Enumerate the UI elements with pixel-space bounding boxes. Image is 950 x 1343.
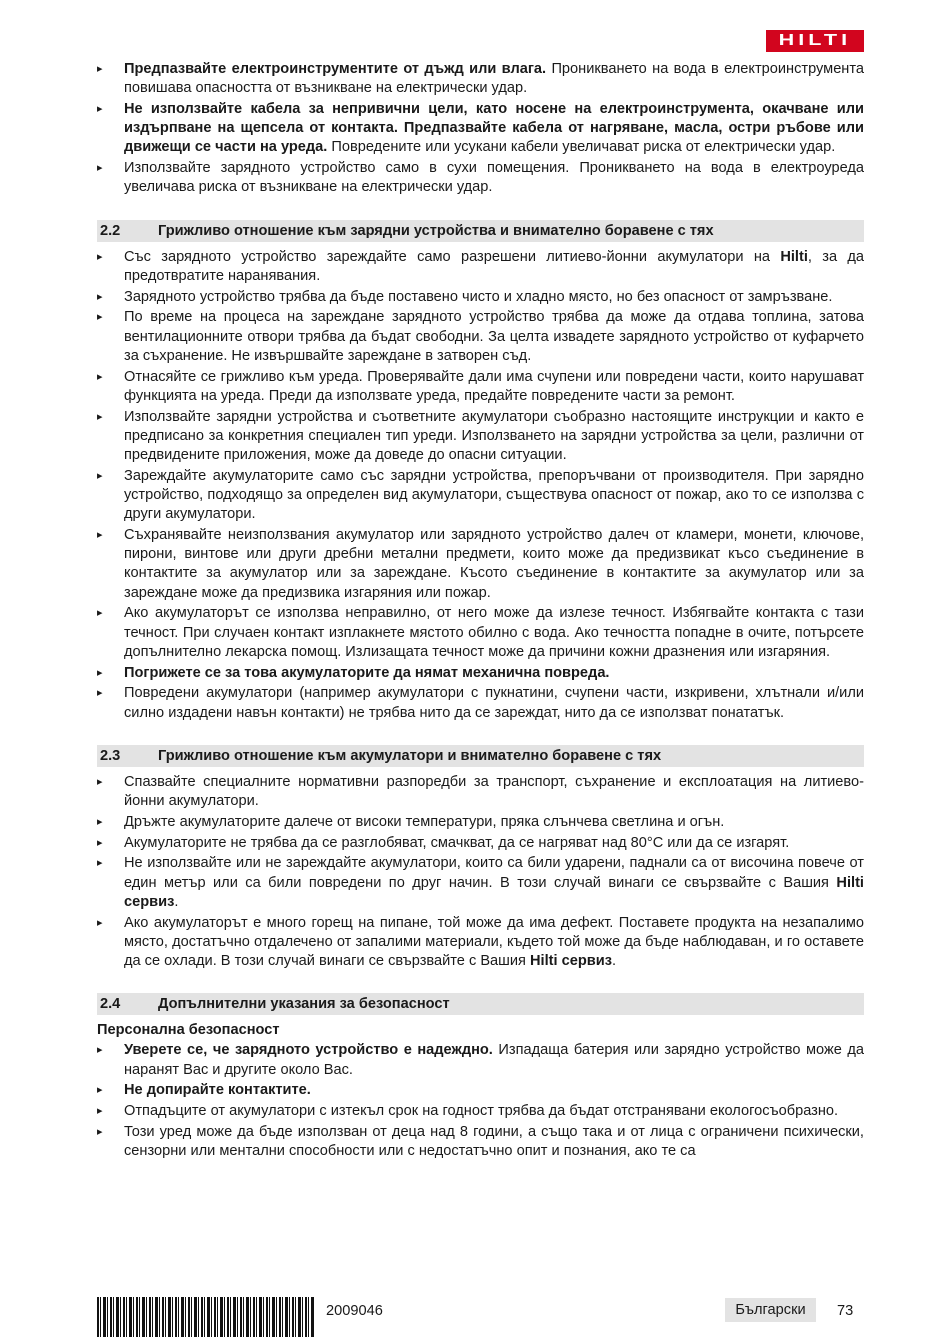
- section-number: 2.4: [100, 996, 121, 1013]
- text: Отпадъците от акумулатори с изтекъл срок на годност трябва да бъдат отстранявани екологосъобразно.: [124, 1103, 839, 1120]
- section-2-4-list: [97, 1041, 864, 1161]
- text: Зарядното устройство трябва да бъде поставено чисто и хладно място, но без опасност от замръзване.: [124, 288, 833, 305]
- bold-text: Hilti сервиз: [529, 953, 612, 970]
- list-item: [97, 1102, 864, 1121]
- list-item: [97, 1123, 864, 1161]
- text: Дръжте акумулаторите далече от високи температури, пряка слънчева светлина и огън.: [124, 813, 725, 830]
- bold-text: Не използвайте кабела за непривични цели, като носене на електроинструмента, окачване или издърпване на щепсела от контакта. Предпазвайте кабела от нагряване, масла, остри ръбове или движещи се части на уреда.: [124, 101, 864, 156]
- section-title: Грижливо отношение към зарядни устройства и внимателно боравене с тях: [158, 222, 714, 239]
- section-2-3-list: [97, 773, 864, 971]
- list-item: [97, 248, 864, 286]
- page-content: [97, 60, 864, 1163]
- hilti-logo: [766, 30, 864, 52]
- section-number: 2.3: [100, 747, 121, 764]
- subheading-personal-safety: Персонална безопасност: [97, 1022, 280, 1039]
- text: , за да предотвратите наранявания.: [124, 248, 864, 284]
- list-item: [97, 834, 864, 853]
- text: Ако акумулаторът е много горещ на пипане, той може да има дефект. Поставете продукта на незапалимо място, достатъчно отдалечено от запалими материали, където той може да бъде наблюдаван, и го оставете да се охлади. В този случай винаги се свързвайте с Вашия: [124, 914, 864, 970]
- list-item: [97, 288, 864, 307]
- text: Съхранявайте неизползвания акумулатор или зарядното устройство далеч от кламери, монети, ключове, пирони, винтове или други дребни метални предмети, които може да предизвикат късо съединение в контактите за акумулатор или за зареждане. Късото съединение в контактите за акумулатор или за зареждане може да предизвика изгаряния или пожар.: [124, 527, 864, 601]
- text: Използвайте зарядни устройства и съответните акумулатори съобразно настоящите инструкции и както е предписано за конкретния специален тип уреди. Използването на зарядни устройства за цели, различни от предвидените приложения, може да доведе до опасни ситуации.: [124, 408, 864, 464]
- list-item: [97, 684, 864, 722]
- text: Този уред може да бъде използван от деца над 8 години, а също така и от лица с ограничени психически, сензорни или ментални способности или с недостатъчно опит и познания, ако те са: [124, 1124, 864, 1160]
- list-item: [97, 664, 864, 683]
- list-item: [97, 526, 864, 603]
- list-item: [97, 813, 864, 832]
- bold-text: Hilti сервиз: [124, 874, 864, 910]
- text: По време на процеса на зареждане зарядното устройство трябва да може да отдава топлина, затова вентилационните отвори трябва да бъдат свободни. За целта извадете зарядното устройство от куфарчето за съхранение. Не извършвайте зареждане в затворен съд.: [124, 309, 864, 364]
- list-item: [97, 854, 864, 912]
- document-number: 2009046: [326, 1303, 383, 1319]
- text: Отнасяйте се грижливо към уреда. Проверявайте дали има счупени или повредени части, които нарушават функцията на уреда. Преди да използвате уреда, предайте повредените части за ремонт.: [124, 368, 864, 404]
- list-item: [97, 467, 864, 525]
- text: Зареждайте акумулаторите само със зарядни устройства, препоръчвани от производителя. При зарядно устройство, подходящо за определен вид акумулатори, съществува опасност от пожар, ако то се използва с други акумулатори.: [124, 467, 864, 523]
- text: Повредените или усукани кабели увеличават риска от електрически удар.: [327, 139, 836, 156]
- section-number: 2.2: [100, 222, 121, 239]
- text: Спазвайте специалните нормативни разпоредби за транспорт, съхранение и експлоатация на литиево-йонни акумулатори.: [124, 773, 864, 810]
- bold-text: Hilti: [780, 248, 808, 265]
- text: Повредени акумулатори (например акумулатори с пукнатини, счупени части, изкривени, хлътнали и/или силно издадени навън контакти) не трябва нито да се зареждат, нито да се използват понататък.: [124, 685, 864, 721]
- text: .: [174, 893, 179, 910]
- logo-text: HILTI: [778, 32, 852, 49]
- list-item: [97, 1041, 864, 1079]
- list-item: [97, 773, 864, 811]
- section-heading-2-4: [97, 993, 864, 1015]
- list-item: [97, 914, 864, 972]
- text: Проникването на вода в електроинструмента повишава опасността от възникване на електрически удар.: [124, 61, 865, 97]
- list-item: [97, 1081, 864, 1100]
- barcode: [97, 1297, 315, 1337]
- section-title: Допълнителни указания за безопасност: [158, 996, 450, 1013]
- text: Със зарядното устройство зареждайте само разрешени литиево-йонни акумулатори на: [124, 248, 781, 265]
- bold-text: Не допирайте контактите.: [124, 1082, 311, 1099]
- list-item: [97, 604, 864, 662]
- text: Изпадаща батерия или зарядно устройство може да наранят Вас и другите около Вас.: [124, 1042, 864, 1078]
- section-2-2-list: [97, 248, 864, 723]
- text: .: [611, 953, 617, 970]
- list-item: [97, 408, 864, 466]
- section-heading-2-3: [97, 745, 864, 767]
- bold-text: Предпазвайте електроинструментите от дъжд или влага.: [124, 61, 547, 77]
- list-item: [97, 308, 864, 366]
- text: Използвайте зарядното устройство само в сухи помещения. Проникването на вода в електроуреда увеличава риска от възникване на електрически удар.: [124, 160, 864, 196]
- list-item: [97, 100, 864, 158]
- section-title: Грижливо отношение към акумулатори и внимателно боравене с тях: [158, 747, 662, 764]
- list-item: [97, 368, 864, 406]
- list-item: [97, 159, 864, 197]
- text: Ако акумулаторът се използва неправилно, от него може да излезе течност. Избягвайте контакта с тази течност. При случаен контакт изплакнете мястото обилно с вода. Ако течността попадне в очите, потърсете допълнително лекарска помощ. Излизащата течност може да причини кожни дразнения или изгаряния.: [124, 605, 864, 660]
- section-heading-2-2: [97, 220, 864, 242]
- bold-text: Погрижете се за това акумулаторите да нямат механична повреда.: [124, 664, 610, 681]
- text: Не използвайте или не зареждайте акумулатори, които са били ударени, паднали са от височина повече от един метър или са били повредени по друг начин. В този случай винаги се свързвайте с Вашия: [124, 855, 864, 891]
- page-number: 73: [837, 1303, 854, 1319]
- bold-text: Уверете се, че зарядното устройство е надеждно.: [124, 1042, 493, 1059]
- language-label: Български: [725, 1298, 816, 1322]
- text: Акумулаторите не трябва да се разглобяват, смачкват, да се нагряват над 80°C или да се изгарят.: [124, 834, 790, 851]
- page-footer: [97, 1297, 864, 1337]
- list-item: [97, 60, 864, 98]
- intro-list: [97, 60, 864, 198]
